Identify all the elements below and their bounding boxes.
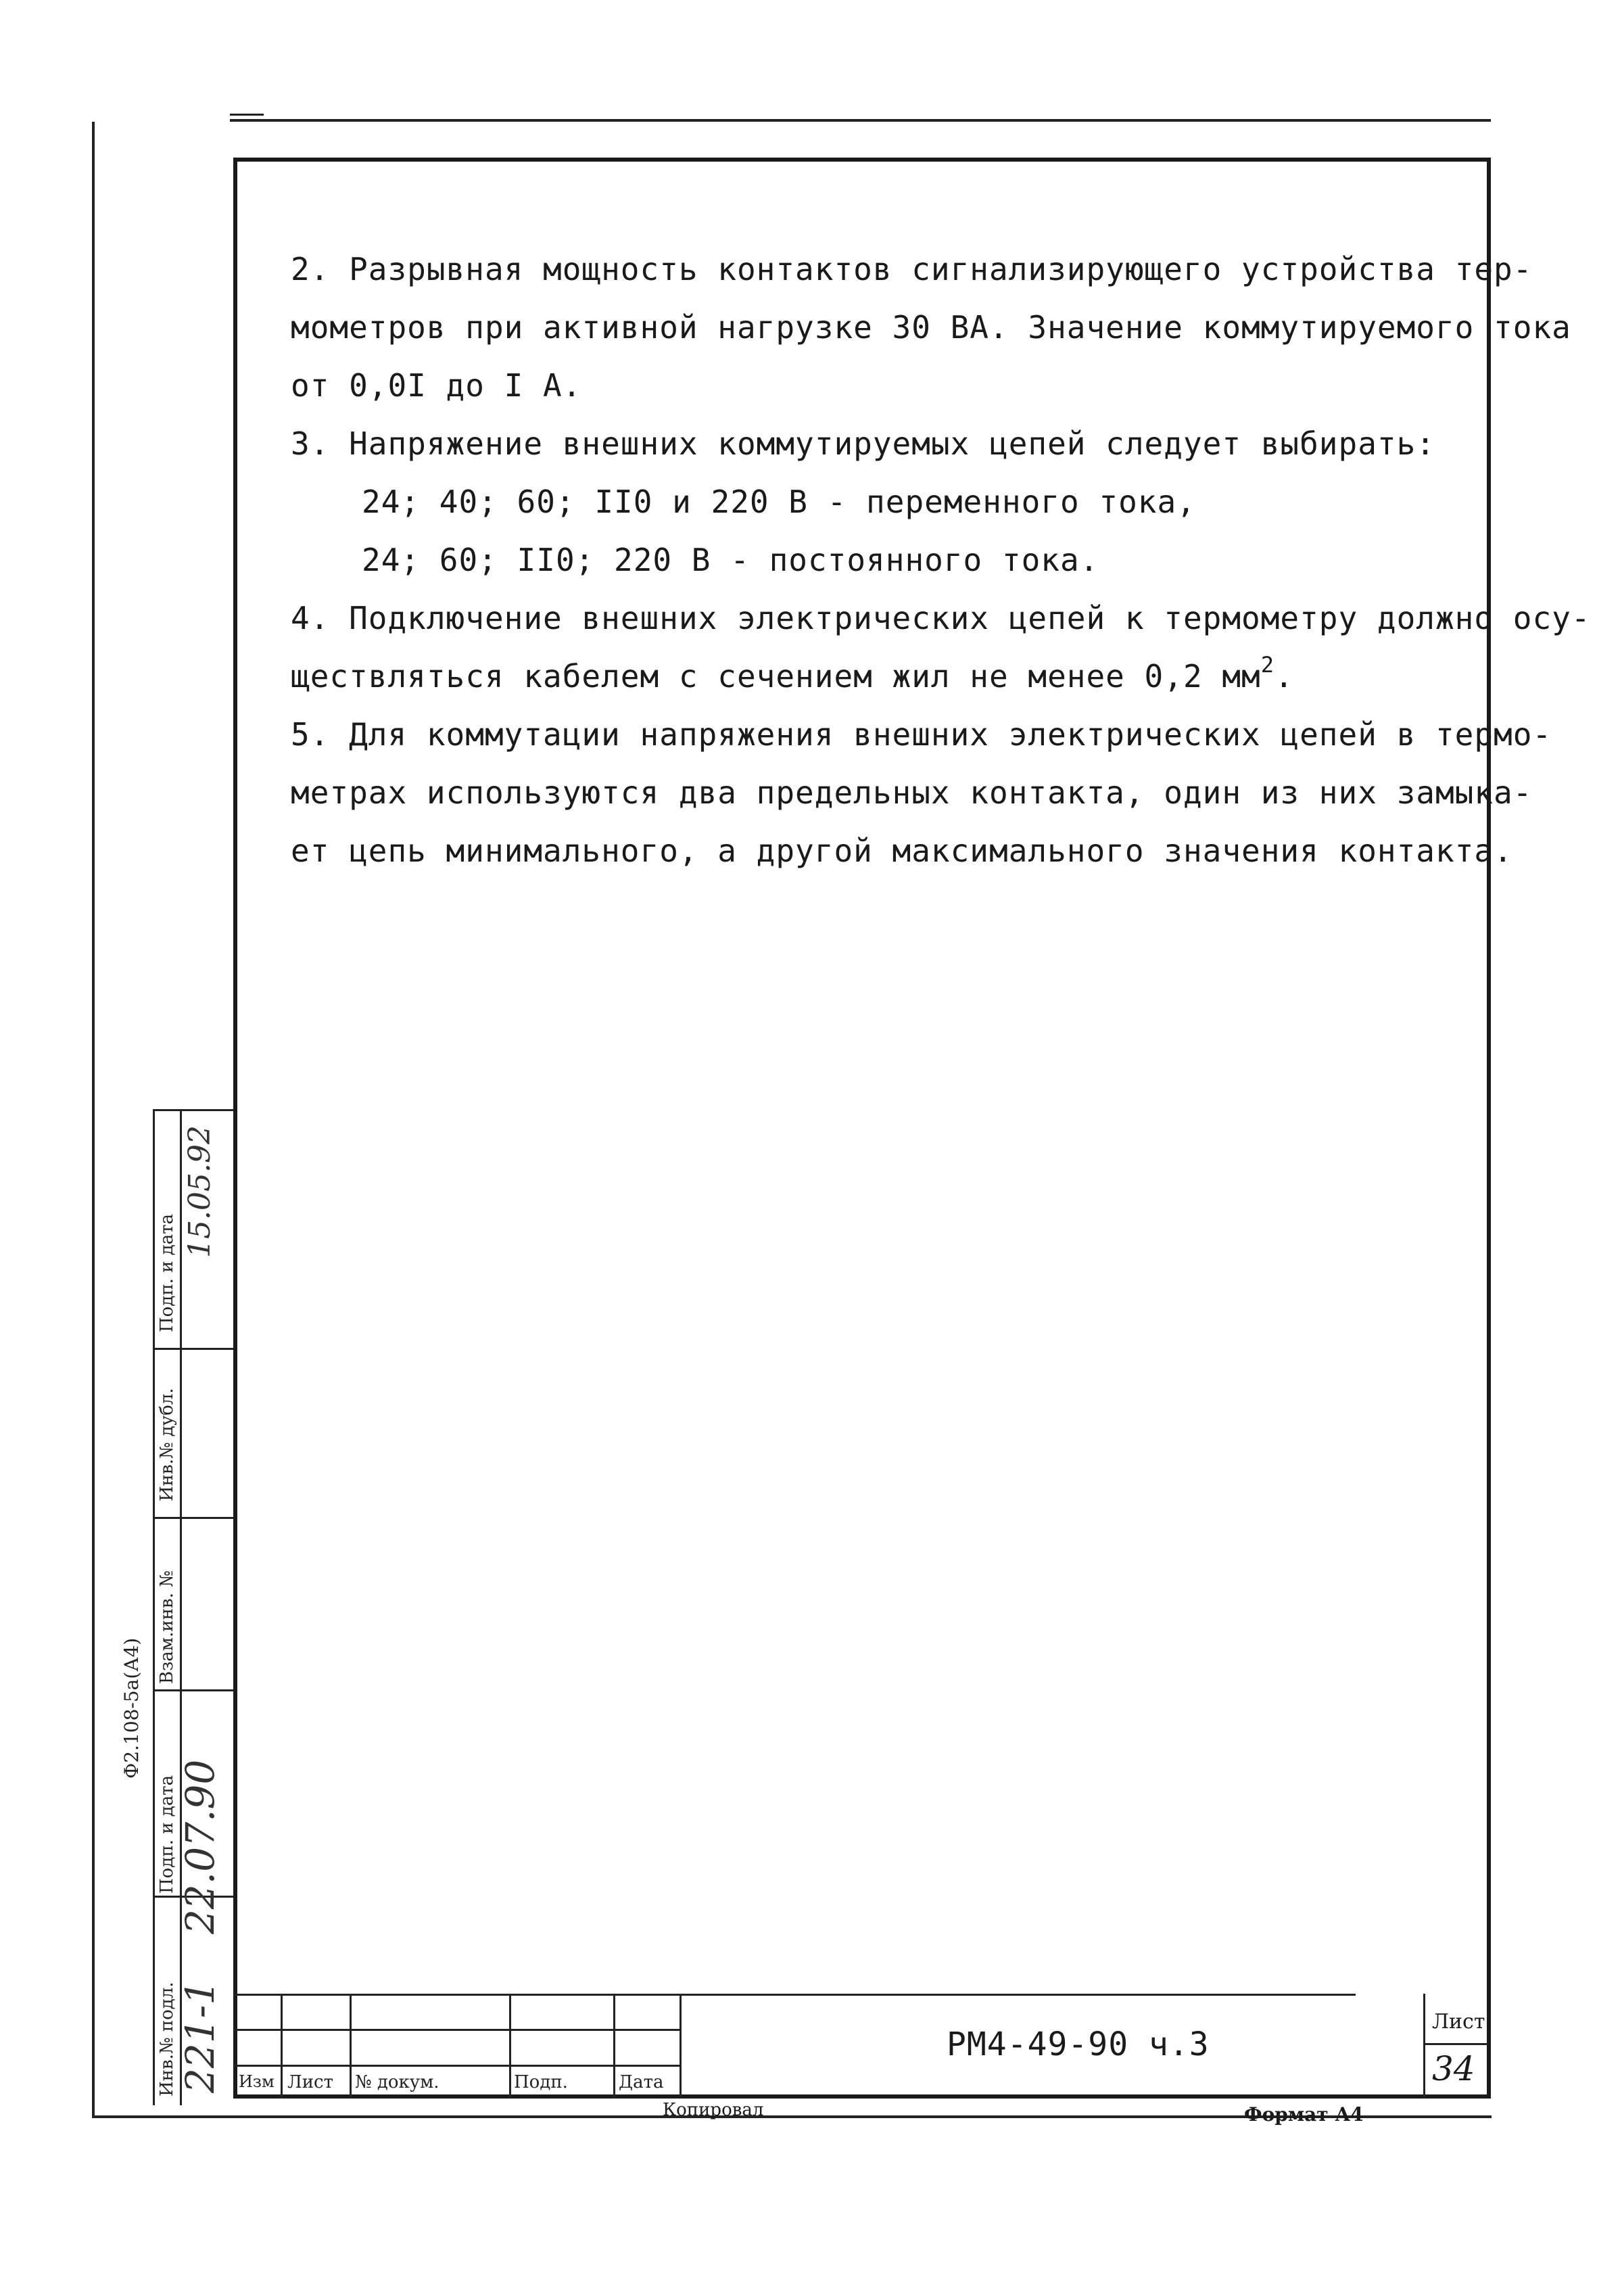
- document-designation: РМ4-49-90 ч.3: [947, 2025, 1210, 2063]
- stamp-label-sign-date: Подп. и дата: [157, 1213, 177, 1332]
- col-label-signature: Подп.: [514, 2072, 568, 2092]
- handwritten-date: 22.07.90: [177, 1759, 223, 1934]
- sheet-label: Лист: [1432, 2010, 1485, 2034]
- body-line: мометров при активной нагрузке 30 ВА. Значение коммутируемого тока: [291, 309, 1571, 346]
- title-block-rule: [233, 1994, 1356, 1996]
- form-code: Ф2.108-5а(А4): [120, 1637, 143, 1779]
- title-block-rule: [350, 1994, 352, 2099]
- body-line: метрах используются два предельных контакта, один из них замыка-: [291, 774, 1533, 811]
- line-end: .: [1274, 658, 1294, 695]
- stamp-divider: [153, 1517, 233, 1519]
- stamp-divider: [153, 1348, 233, 1350]
- title-block-rule: [1423, 1994, 1425, 2099]
- stamp-label-dup-inv: Инв.№ дубл.: [157, 1388, 177, 1501]
- title-block-rule: [1423, 2043, 1487, 2045]
- stamp-divider: [153, 1111, 155, 2105]
- col-label-date: Дата: [619, 2072, 664, 2092]
- title-block-rule: [233, 2065, 680, 2067]
- body-line-with-superscript: [291, 647, 1487, 705]
- body-line-text: ществляться кабелем с сечением жил не менее 0,2 мм: [291, 658, 1261, 695]
- title-block-rule: [509, 1994, 511, 2099]
- sheet-left-edge: [92, 122, 95, 2117]
- col-label-doc-number: № докум.: [355, 2072, 439, 2092]
- title-block-rule: [233, 2029, 680, 2031]
- format-label: Формат А4: [1244, 2103, 1364, 2126]
- body-line: ет цепь минимального, а другой максимального значения контакта.: [291, 833, 1513, 869]
- title-block-rule: [281, 1994, 283, 2099]
- sheet-edge-mark: [230, 114, 264, 116]
- handwritten-inventory-number: 221-1: [177, 1979, 223, 2093]
- sheet-top-edge: [230, 119, 1491, 122]
- stamp-divider: [153, 1689, 233, 1691]
- body-line: 4. Подключение внешних электрических цепей к термометру должно осу-: [291, 600, 1591, 636]
- sheet-number: 34: [1432, 2049, 1475, 2088]
- body-line: 2. Разрывная мощность контактов сигнализирующего устройства тер-: [291, 251, 1533, 287]
- col-label-sheet: Лист: [287, 2072, 333, 2092]
- stamp-label-orig-inv: Инв.№ подл.: [157, 1982, 177, 2096]
- body-line: 24; 40; 60; II0 и 220 В - переменного тока,: [362, 484, 1196, 520]
- copied-by-label: Копировал: [663, 2100, 764, 2120]
- col-label-change: Изм: [239, 2072, 275, 2091]
- stamp-divider: [180, 1111, 182, 2105]
- title-block-rule: [613, 1994, 615, 2099]
- superscript: 2: [1260, 652, 1274, 678]
- body-line: 24; 60; II0; 220 В - постоянного тока.: [362, 542, 1099, 578]
- body-line: от 0,0I до I А.: [291, 367, 582, 404]
- handwritten-signature-date: 15.05.92: [183, 1125, 217, 1258]
- document-body: [291, 240, 1591, 880]
- body-line: 5. Для коммутации напряжения внешних электрических цепей в термо-: [291, 716, 1552, 753]
- body-line: 3. Напряжение внешних коммутируемых цепей следует выбирать:: [291, 425, 1435, 462]
- stamp-label-sign-date: Подп. и дата: [157, 1775, 177, 1894]
- stamp-label-replace-inv: Взам.инв. №: [157, 1570, 177, 1684]
- title-block-rule: [680, 1994, 682, 2099]
